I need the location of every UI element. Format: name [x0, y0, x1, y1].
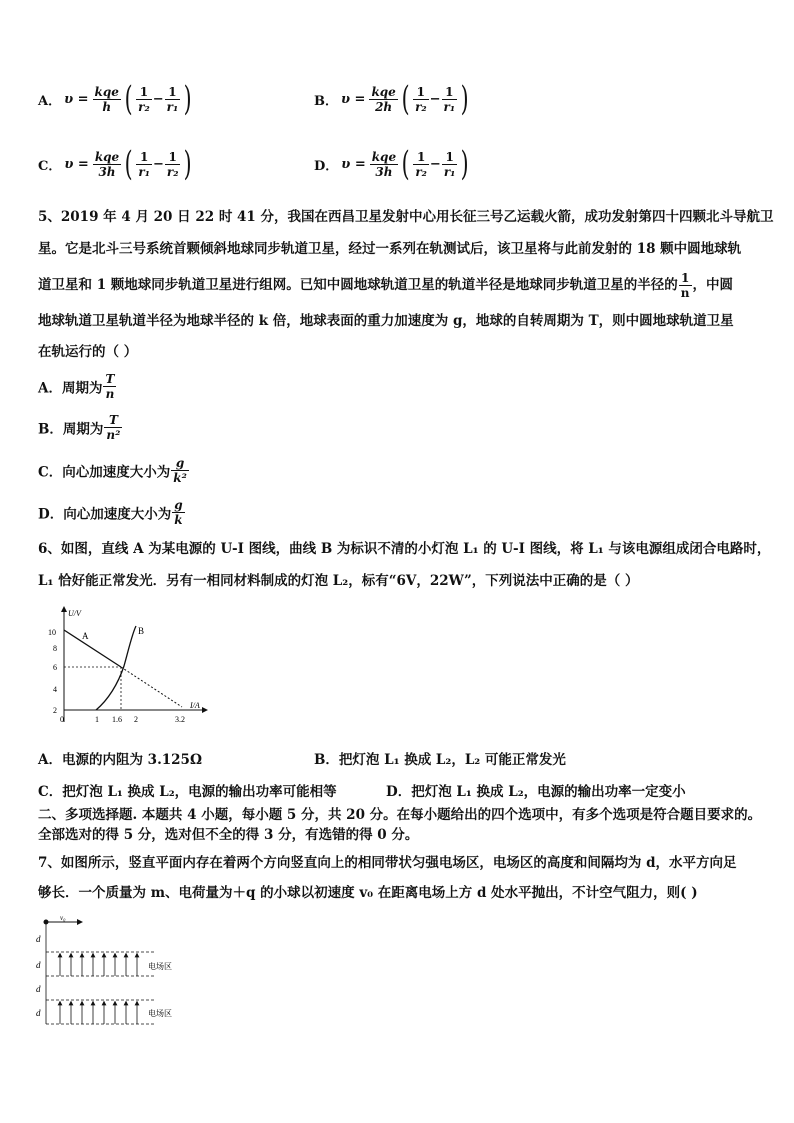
- graph-x-arrow-icon: [202, 707, 208, 713]
- q5-option-b[interactable]: B．周期为 $\frac{T}{\text{n²}}$: [38, 413, 121, 442]
- q6-ui-graph: [44, 604, 214, 728]
- q5-line3b: ，中圆: [692, 277, 734, 293]
- graph-curve-B: [96, 626, 136, 710]
- graph-y-arrow-icon: [61, 606, 67, 612]
- d-label: d: [36, 984, 41, 994]
- q7-figure: [30, 912, 200, 1030]
- graph-y-tick: 4: [53, 685, 57, 694]
- q4-option-a[interactable]: A． υ = $\frac{\text{kqe}}{h}$ ( $\frac{1}{\text{r₂}}$ − $\frac{1}{\text{r₁}}$ ): [38, 79, 192, 119]
- q5-line1: 5、2019 年 4 月 20 日 22 时 41 分，我国在西昌卫星发射中心用长征三号乙运载火箭，成功发射第四十四颗北斗导航卫: [38, 209, 774, 225]
- graph-line-A-dashed: [121, 667, 182, 707]
- d-label: d: [36, 934, 41, 944]
- q5-line4: 地球轨道卫星轨道半径为地球半径的 k 倍，地球表面的重力加速度为 g，地球的自转周期为 T，则中圆地球轨道卫星: [38, 313, 734, 329]
- graph-x-tick: 1.6: [112, 715, 122, 724]
- graph-y-tick: 6: [53, 663, 57, 672]
- q5-line2: 星。它是北斗三号系统首颗倾斜地球同步轨道卫星，经过一系列在轨测试后，该卫星将与此前发射的 18 颗中圆地球轨: [38, 241, 742, 257]
- section2-line1: 二、多项选择题. 本题共 4 小题，每小题 5 分，共 20 分。在每小题给出的四个选项中，有多个选项是符合题目要求的。: [38, 807, 762, 823]
- graph-label-B: B: [138, 626, 145, 636]
- q5-option-a[interactable]: A．周期为 $\frac{T}{n}$: [38, 372, 115, 401]
- field1-arrows: [60, 955, 137, 976]
- q6-option-d[interactable]: D．把灯泡 L₁ 换成 L₂，电源的输出功率一定变小: [386, 784, 686, 800]
- graph-x-tick: 1: [95, 715, 99, 724]
- q5-option-c[interactable]: C．向心加速度大小为 $\frac{g}{\text{k²}}$: [38, 456, 187, 485]
- q5-line3a: 道卫星和 1 颗地球同步轨道卫星进行组网。已知中圆地球轨道卫星的轨道半径是地球同步轨道卫星的半径的: [38, 277, 678, 293]
- q6-line1: 6、如图，直线 A 为某电源的 U-I 图线，曲线 B 为标识不清的小灯泡 L₁ 的 U-I 图线，将 L₁ 与该电源组成闭合电路时，: [38, 541, 771, 557]
- d-label: d: [36, 1008, 41, 1018]
- graph-y-tick: 10: [48, 628, 56, 637]
- field2-arrows: [60, 1003, 137, 1024]
- graph-x-tick: 2: [134, 715, 138, 724]
- q5-option-d[interactable]: D．向心加速度大小为 $\frac{g}{k}$: [38, 498, 183, 527]
- field2-label: 电场区: [148, 1009, 172, 1018]
- field1-label: 电场区: [148, 962, 172, 971]
- graph-label-A: A: [82, 631, 89, 641]
- v0-label: v₀: [60, 914, 66, 922]
- q6-option-b[interactable]: B．把灯泡 L₁ 换成 L₂，L₂ 可能正常发光: [314, 752, 566, 768]
- graph-y-axis-label: U/V: [68, 609, 81, 618]
- graph-x-tick: 0: [60, 715, 64, 724]
- q4-option-c[interactable]: C． υ = $\frac{\text{kqe}}{3h}$ ( $\frac{1}{\text{r₁}}$ − $\frac{1}{\text{r₂}}$ ): [38, 144, 193, 184]
- q5-line3: [38, 271, 733, 300]
- q6-option-c[interactable]: C．把灯泡 L₁ 换成 L₂，电源的输出功率可能相等: [38, 784, 337, 800]
- q5-line5: 在轨运行的（ ）: [38, 344, 138, 360]
- section2-line2: 全部选对的得 5 分，选对但不全的得 3 分，有选错的得 0 分。: [38, 827, 419, 843]
- d-label: d: [36, 960, 41, 970]
- q6-option-a[interactable]: A．电源的内阻为 3.125Ω: [38, 752, 202, 768]
- graph-y-tick: 2: [53, 706, 57, 715]
- graph-x-axis-label: I/A: [190, 701, 200, 710]
- q7-line2: 够长．一个质量为 m、电荷量为＋q 的小球以初速度 v₀ 在距离电场上方 d 处水平抛出，不计空气阻力，则( ): [38, 885, 698, 901]
- graph-line-A: [64, 630, 121, 667]
- q4-option-d[interactable]: D． υ = $\frac{\text{kqe}}{3h}$ ( $\frac{1}{\text{r₂}}$ − $\frac{1}{\text{r₁}}$ ): [314, 144, 470, 184]
- graph-x-tick: 3.2: [175, 715, 185, 724]
- q5-fraction: $\frac{1}{n}$: [680, 271, 690, 300]
- q7-line1: 7、如图所示，竖直平面内存在着两个方向竖直向上的相同带状匀强电场区，电场区的高度和间隔均为 d，水平方向足: [38, 855, 737, 871]
- graph-y-tick: 8: [53, 644, 57, 653]
- q6-line2: L₁ 恰好能正常发光．另有一相同材料制成的灯泡 L₂，标有“6V，22W”，下列说法中正确的是（ ）: [38, 573, 639, 589]
- q4-option-b[interactable]: B． υ = $\frac{\text{kqe}}{2h}$ ( $\frac{1}{\text{r₂}}$ − $\frac{1}{\text{r₁}}$ ): [314, 79, 469, 119]
